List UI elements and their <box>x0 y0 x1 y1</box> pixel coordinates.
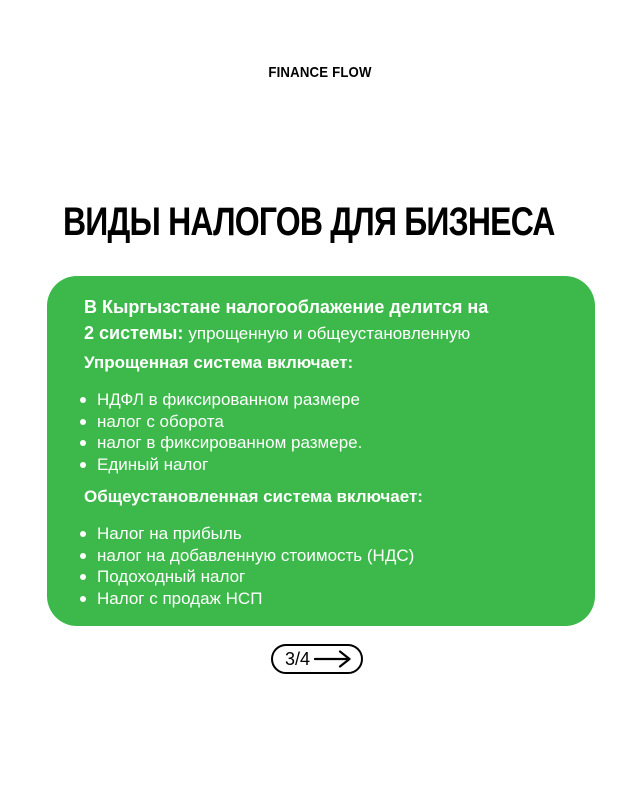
general-system-heading: Общеустановленная система включает: <box>84 487 423 506</box>
list-item: налог в фиксированном размере. <box>80 432 595 454</box>
general-system-list <box>47 523 595 609</box>
intro-text <box>84 294 595 347</box>
page-indicator-next-button[interactable] <box>271 644 363 674</box>
simplified-system-heading: Упрощенная система включает: <box>84 353 354 372</box>
list-item: Единый налог <box>80 454 595 476</box>
list-item: Налог с продаж НСП <box>80 588 595 610</box>
list-item: налог с оборота <box>80 411 595 433</box>
list-item: налог на добавленную стоимость (НДС) <box>80 545 595 567</box>
arrow-right-icon <box>314 650 352 668</box>
page-number: 3/4 <box>285 649 311 669</box>
intro-systems-count: 2 системы: <box>84 323 184 343</box>
list-item: Подоходный налог <box>80 566 595 588</box>
simplified-system-list <box>47 389 595 475</box>
intro-systems-list: упрощенную и общеустановленную <box>188 324 471 343</box>
brand-logo-text: FINANCE FLOW <box>268 64 372 81</box>
page-title: ВИДЫ НАЛОГОВ ДЛЯ БИЗНЕСА <box>63 200 555 244</box>
tax-info-card <box>47 276 595 626</box>
intro-line-1: В Кыргызстане налогооблажение делится на <box>84 297 489 317</box>
list-item: НДФЛ в фиксированном размере <box>80 389 595 411</box>
list-item: Налог на прибыль <box>80 523 595 545</box>
